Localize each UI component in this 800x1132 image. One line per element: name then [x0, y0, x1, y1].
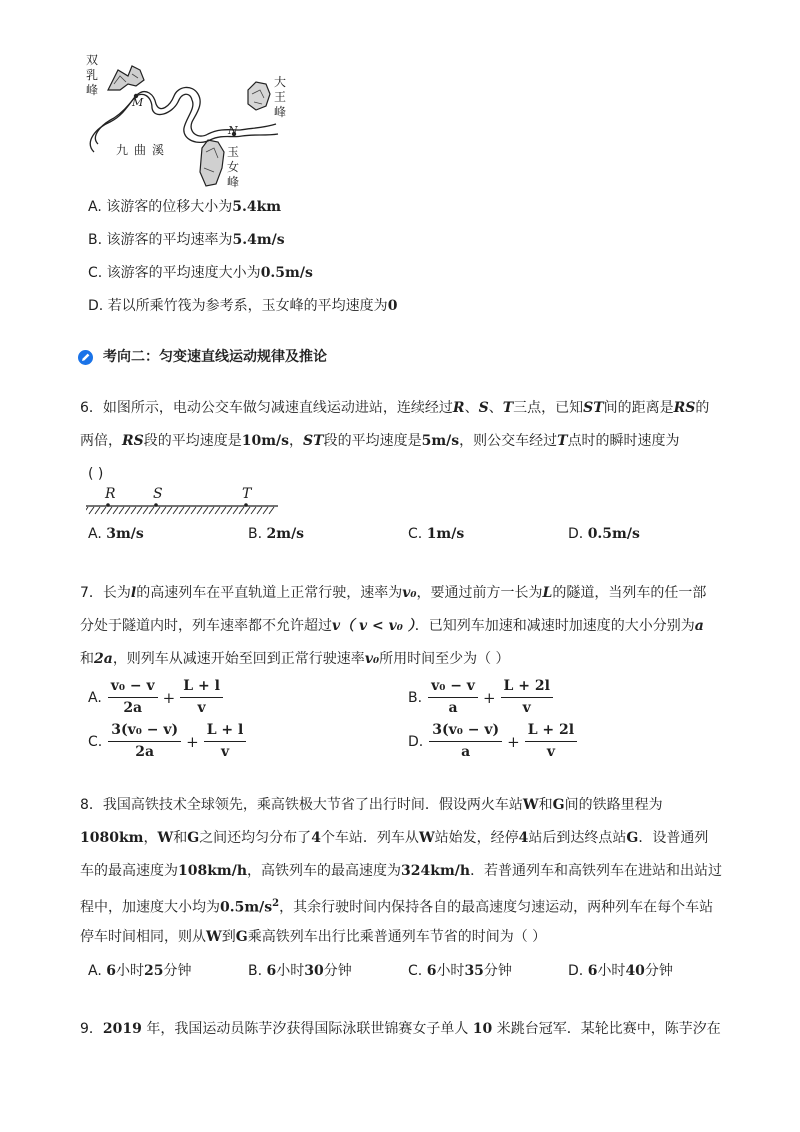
denominator: 2a — [123, 700, 143, 716]
numerator: v₀ − v — [108, 678, 158, 698]
option-unit: 小时 — [436, 963, 465, 979]
point-s-dot — [154, 503, 158, 507]
plus-sign: + — [507, 732, 520, 751]
fraction-2 — [501, 678, 553, 717]
q5-option-c — [88, 263, 313, 283]
fraction-1 — [108, 678, 158, 717]
q8-text: ．若普通列车和高铁列车在进站和出站过 — [470, 863, 723, 879]
option-value: 0.5m/s — [260, 265, 313, 281]
option-minutes: 30 — [304, 963, 324, 979]
q5-option-b — [88, 230, 285, 250]
plus-sign: + — [162, 688, 176, 707]
option-text: 该游客的平均速度大小为 — [106, 265, 261, 281]
math-acceleration: 0.5m/s — [220, 899, 273, 916]
math-v-high: 324km/h — [401, 863, 471, 879]
math-st: ST — [583, 400, 604, 416]
option-label: A. — [88, 526, 102, 542]
map-label-stream: 九曲溪 — [116, 143, 171, 157]
option-hours: 6 — [587, 963, 598, 979]
math-10: 10 — [472, 1021, 493, 1037]
map-label-m: M — [132, 96, 144, 109]
q6-text: 、 — [464, 400, 479, 416]
map-label-peak-left: 双乳峰 — [86, 53, 99, 97]
pen-icon — [78, 350, 93, 365]
question-number: 6． — [80, 400, 103, 416]
math-big-l: L — [542, 585, 553, 601]
fraction-1 — [428, 678, 478, 717]
fraction-1 — [429, 722, 502, 761]
option-value: 0 — [387, 298, 398, 314]
q9-line-1 — [80, 1019, 721, 1039]
q8-text: 个车站．列车从 — [320, 830, 419, 846]
q7-line-2 — [80, 616, 704, 636]
numerator: L + 2l — [501, 678, 553, 698]
math-4: 4 — [311, 830, 321, 846]
q9-text: 米跳台冠军．某轮比赛中，陈芋汐在 — [492, 1021, 721, 1037]
denominator: v — [220, 744, 230, 760]
q8-text: 间的铁路里程为 — [564, 797, 663, 813]
option-value: 0.5m/s — [587, 526, 640, 542]
q6-option-d — [568, 524, 640, 544]
denominator: v — [546, 744, 555, 760]
option-label: B. — [248, 963, 263, 979]
q6-text: 间的距离是 — [603, 400, 674, 416]
math-t: T — [557, 433, 568, 449]
q5-option-a — [88, 197, 281, 217]
math-v0: v₀ — [402, 585, 417, 601]
q8-text: 车的最高速度为 — [80, 863, 178, 879]
option-unit: 分钟 — [323, 963, 352, 979]
q8-line-4 — [80, 894, 713, 918]
math-s: S — [478, 400, 489, 416]
option-label: C. — [408, 526, 423, 542]
q6-answer-paren: ( ) — [88, 466, 104, 482]
option-unit: 分钟 — [644, 963, 673, 979]
option-unit: 小时 — [115, 963, 144, 979]
q6-text: 段的平均速度是 — [323, 433, 422, 449]
fraction-1 — [108, 722, 181, 761]
math-rs: RS — [122, 433, 144, 449]
q8-text: 站后到达终点站 — [528, 830, 627, 846]
denominator: v — [522, 700, 531, 716]
q7-line-1 — [80, 583, 706, 603]
math-w: W — [157, 830, 174, 846]
fraction-2 — [204, 722, 247, 761]
q8-line-3 — [80, 861, 722, 881]
numerator: 3(v₀ − v) — [429, 722, 502, 742]
q6-text: 三点，已知 — [513, 400, 584, 416]
math-g: G — [235, 929, 248, 945]
q6-text: ， — [289, 433, 304, 449]
q8-text: 站始发，经停 — [434, 830, 519, 846]
q8-line-1 — [80, 795, 663, 815]
option-unit: 小时 — [276, 963, 305, 979]
q8-text: 乘高铁列车出行比乘普通列车节省的时间为（ ） — [247, 929, 547, 945]
option-unit: 分钟 — [163, 963, 192, 979]
option-minutes: 40 — [625, 963, 645, 979]
map-label-peak-right: 大王峰 — [274, 75, 287, 119]
option-label: D. — [568, 963, 584, 979]
q6-text: 、 — [488, 400, 503, 416]
q8-text: 我国高铁技术全球领先，乘高铁极大节省了出行时间．假设两火车站 — [102, 797, 523, 813]
q8-text: ， — [143, 830, 158, 846]
option-value: 2m/s — [266, 526, 305, 542]
q8-line-2 — [80, 828, 708, 848]
q8-option-d — [568, 961, 673, 981]
option-label: B. — [88, 232, 103, 248]
q7-text: ，要通过前方一长为 — [416, 585, 543, 601]
q8-option-b — [248, 961, 352, 981]
option-label: B. — [408, 689, 423, 706]
q7-text: 的高速列车在平直轨道上正常行驶，速率为 — [136, 585, 403, 601]
option-label: C. — [408, 963, 423, 979]
denominator: 2a — [135, 744, 155, 760]
numerator: 3(v₀ − v) — [108, 722, 181, 742]
q6-text: 如图所示，电动公交车做匀减速直线运动进站，连续经过 — [102, 400, 453, 416]
math-l: l — [130, 585, 137, 601]
math-v: v — [332, 618, 341, 634]
q8-line-5 — [80, 927, 546, 947]
option-label: C. — [88, 265, 103, 281]
section-heading — [78, 347, 327, 367]
option-hours: 6 — [266, 963, 277, 979]
math-t: T — [502, 400, 514, 416]
math-4: 4 — [518, 830, 529, 846]
q8-text: 和 — [173, 830, 188, 846]
point-t-dot — [244, 503, 248, 507]
math-r: R — [452, 400, 465, 416]
numerator: L + l — [204, 722, 247, 742]
math-exponent: 2 — [272, 898, 280, 909]
q8-text: 停车时间相同，则从 — [80, 929, 206, 945]
option-label: A. — [88, 689, 102, 706]
q6-text: ，则公交车经过 — [459, 433, 558, 449]
math-rs: RS — [673, 400, 696, 416]
math-st: ST — [303, 433, 324, 449]
peak-bottom-shape — [200, 140, 224, 186]
q8-text: 到 — [221, 929, 236, 945]
option-label: D. — [408, 733, 424, 750]
q7-option-b — [408, 678, 555, 717]
option-unit: 小时 — [597, 963, 626, 979]
math-2a: 2a — [94, 651, 113, 667]
math-g: G — [626, 830, 639, 846]
q7-option-a — [88, 678, 225, 717]
q8-text: 程中，加速度大小均为 — [80, 899, 220, 916]
q7-text: 长为 — [102, 585, 131, 601]
option-text: 若以所乘竹筏为参考系，玉女峰的平均速度为 — [107, 298, 388, 314]
option-minutes: 25 — [143, 963, 164, 979]
q6-text: 点时的瞬时速度为 — [567, 433, 680, 449]
math-g: G — [187, 830, 200, 846]
q5-option-d — [88, 296, 397, 316]
section-title: 考向二：匀变速直线运动规律及推论 — [103, 349, 327, 365]
q6-option-c — [408, 524, 464, 544]
q7-text: 所用时间至少为（ ） — [379, 651, 510, 667]
denominator: a — [448, 700, 458, 716]
option-value: 5.4m/s — [232, 232, 285, 248]
math-a: a — [694, 618, 704, 634]
q9-text: 年，我国运动员陈芋汐获得国际泳联世锦赛女子单人 — [141, 1021, 473, 1037]
q6-diagram-label-s: S — [153, 486, 163, 502]
denominator: a — [461, 744, 471, 760]
map-svg — [80, 48, 300, 198]
q7-text: 分处于隧道内时，列车速率都不允许超过 — [80, 618, 332, 634]
numerator: v₀ − v — [428, 678, 478, 698]
question-number: 8． — [80, 797, 103, 813]
fraction-2 — [180, 678, 223, 717]
math-distance: 1080km — [80, 830, 144, 846]
q7-line-3 — [80, 649, 510, 669]
q7-text: 和 — [80, 651, 94, 667]
map-label-n: N — [228, 124, 238, 137]
option-hours: 6 — [106, 963, 116, 979]
q6-line-2 — [80, 431, 680, 451]
option-minutes: 35 — [464, 963, 484, 979]
road-svg — [86, 486, 286, 516]
option-hours: 6 — [426, 963, 437, 979]
math-g: G — [552, 797, 565, 813]
q7-option-d — [408, 722, 579, 761]
option-label: C. — [88, 733, 103, 750]
q8-text: 和 — [538, 797, 553, 813]
q8-text: ，其余行驶时间内保持各自的最高速度匀速运动，两种列车在每个车站 — [279, 899, 714, 916]
question-number: 9． — [80, 1021, 103, 1037]
option-label: D. — [568, 526, 584, 542]
math-condition: （ v < v₀ ） — [340, 618, 415, 634]
peak-right-shape — [248, 82, 270, 110]
q7-text: 的隧道，当列车的任一部 — [552, 585, 707, 601]
numerator: L + l — [180, 678, 223, 698]
q8-option-a — [88, 961, 191, 981]
option-label: D. — [88, 298, 104, 314]
q6-option-a — [88, 524, 144, 544]
q8-option-c — [408, 961, 512, 981]
numerator: L + 2l — [525, 722, 577, 742]
math-year: 2019 — [102, 1021, 142, 1037]
option-label: B. — [248, 526, 263, 542]
option-text: 该游客的平均速率为 — [106, 232, 233, 248]
map-label-peak-bottom: 玉女峰 — [227, 145, 240, 189]
plus-sign: + — [186, 732, 199, 751]
option-label: A. — [88, 963, 102, 979]
q7-text: ，则列车从减速开始至回到正常行驶速率 — [112, 651, 365, 667]
q7-option-c — [88, 722, 248, 761]
math-w: W — [522, 797, 539, 813]
option-value: 3m/s — [106, 526, 144, 542]
plus-sign: + — [482, 688, 496, 707]
q6-option-b — [248, 524, 304, 544]
q6-line-1 — [80, 398, 709, 418]
question-number: 7． — [80, 585, 103, 601]
point-r-dot — [106, 503, 110, 507]
peak-left-shape — [108, 66, 144, 90]
option-value: 1m/s — [426, 526, 465, 542]
q6-diagram-label-r: R — [105, 486, 116, 502]
math-w: W — [418, 830, 435, 846]
math-v2: 5m/s — [421, 433, 460, 449]
q7-text: ．已知列车加速和减速时加速度的大小分别为 — [414, 618, 695, 634]
q6-text: 段的平均速度是 — [143, 433, 242, 449]
math-v-normal: 108km/h — [178, 863, 248, 879]
q8-text: ，高铁列车的最高速度为 — [247, 863, 402, 879]
option-label: A. — [88, 199, 102, 215]
option-text: 该游客的位移大小为 — [106, 199, 233, 215]
option-value: 5.4km — [232, 199, 282, 215]
q8-text: 之间还均匀分布了 — [199, 830, 312, 846]
q6-text: 的 — [695, 400, 710, 416]
option-unit: 分钟 — [483, 963, 512, 979]
q6-text: 两倍， — [80, 433, 122, 449]
fraction-2 — [525, 722, 577, 761]
map-figure — [80, 48, 300, 198]
math-v0: v₀ — [364, 651, 380, 667]
q6-diagram — [86, 486, 286, 516]
q6-diagram-label-t: T — [242, 486, 252, 502]
math-v1: 10m/s — [241, 433, 290, 449]
q8-text: ．设普通列 — [638, 830, 709, 846]
math-w: W — [206, 929, 222, 945]
denominator: v — [197, 700, 206, 716]
